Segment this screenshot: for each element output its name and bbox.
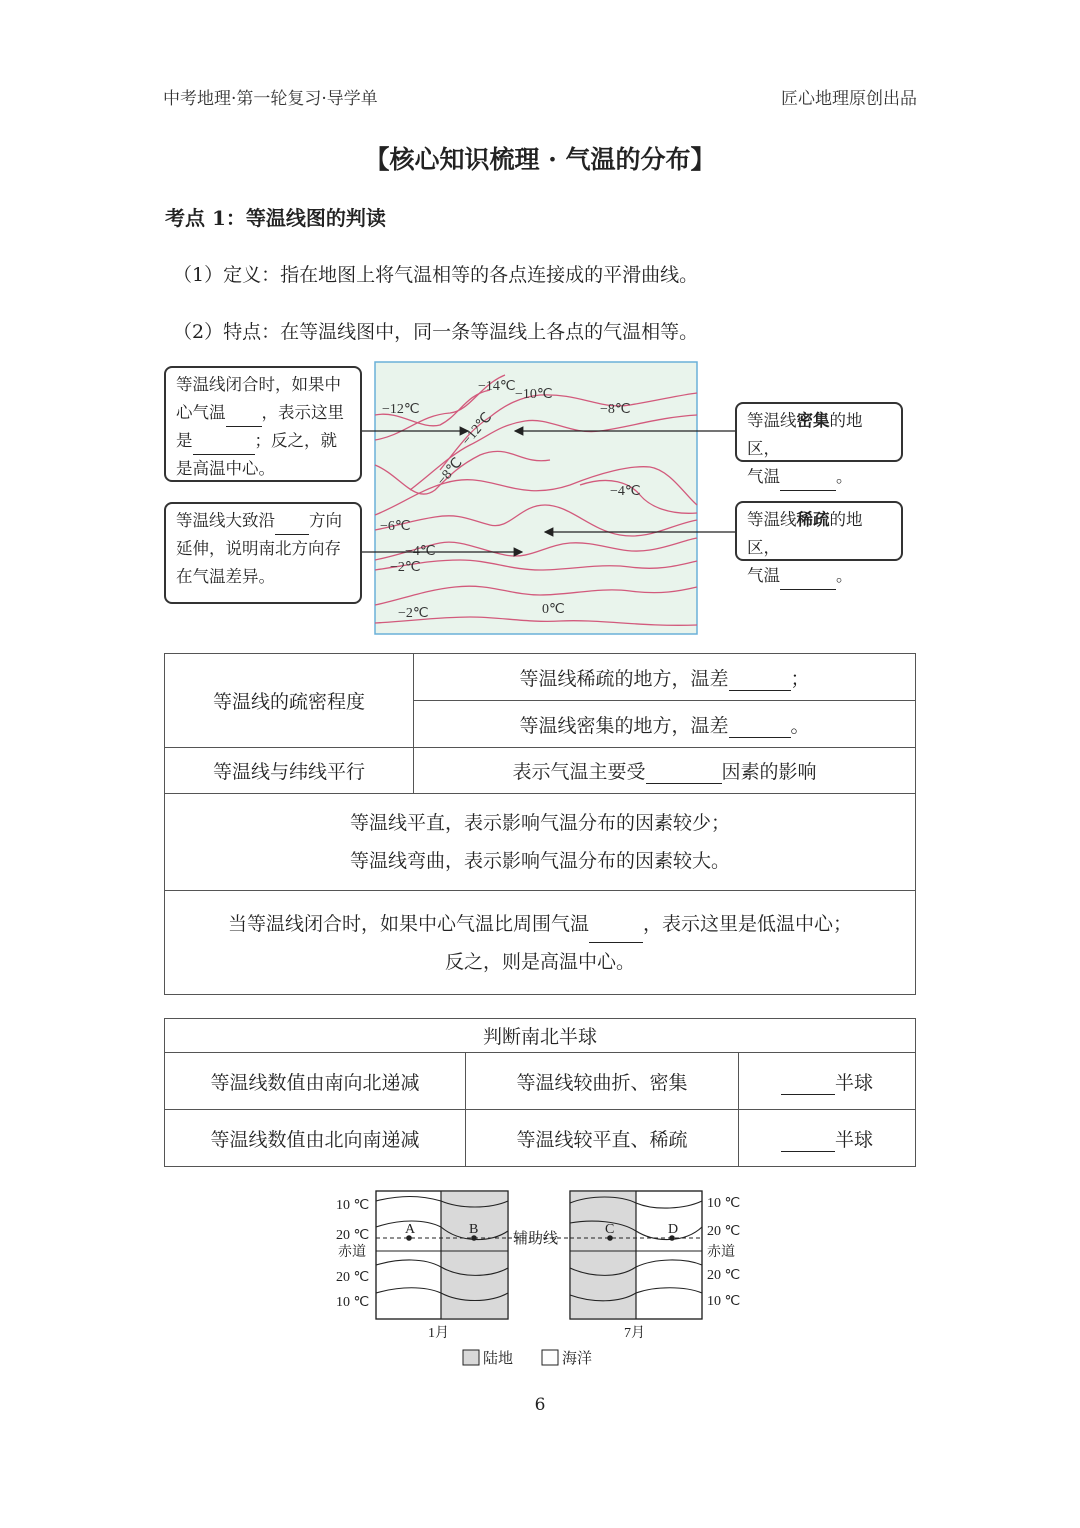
- aux-line-label: 辅助线: [513, 1231, 559, 1247]
- table-cell: 等温线数值由南向北递减: [165, 1053, 466, 1110]
- point-label: C: [605, 1222, 615, 1237]
- hemisphere-table: [164, 1018, 916, 1167]
- map-label: −14℃: [478, 379, 516, 394]
- legend-land: 陆地: [483, 1349, 514, 1367]
- callout-dense: 等温线密集的地区， 气温 。: [735, 402, 903, 462]
- page-title: 【核心知识梳理 · 气温的分布】: [364, 145, 716, 174]
- table-header: 判断南北半球: [165, 1019, 916, 1053]
- table-cell: 等温线的疏密程度: [165, 654, 414, 748]
- diagram-label: 20 ℃: [336, 1228, 370, 1243]
- callout-closed-isotherm: 等温线闭合时，如果中 心气温 ，表示这里 是 ；反之，就 是高温中心。: [164, 366, 362, 482]
- table-cell: 等温线较曲折、密集: [466, 1053, 739, 1110]
- diagram-label: 赤道: [707, 1245, 735, 1260]
- point-label: D: [668, 1222, 679, 1237]
- isotherm-rules-table: [164, 653, 916, 995]
- map-label: −4℃: [610, 484, 641, 499]
- table-cell: 等温线较平直、稀疏: [466, 1110, 739, 1167]
- table-cell: 等温线平直，表示影响气温分布的因素较少； 等温线弯曲，表示影响气温分布的因素较大。: [165, 794, 916, 891]
- hemisphere-diagram: [330, 1183, 750, 1373]
- table-cell: 等温线稀疏的地方，温差 ；: [414, 654, 916, 701]
- point-label: A: [405, 1222, 416, 1237]
- point-label: B: [469, 1222, 479, 1237]
- month-label: 1月: [428, 1326, 449, 1341]
- map-label: −6℃: [380, 519, 411, 534]
- table-cell: 等温线数值由北向南递减: [165, 1110, 466, 1167]
- header-right: 匠心地理原创出品: [781, 89, 917, 109]
- map-label: −4℃: [405, 544, 436, 559]
- map-label: −10℃: [515, 387, 553, 402]
- diagram-label: 20 ℃: [707, 1268, 741, 1283]
- table-cell: 表示气温主要受 因素的影响: [414, 748, 916, 794]
- map-label: −8℃: [600, 402, 631, 417]
- section-heading: 考点 1：等温线图的判读: [165, 206, 386, 230]
- diagram-label: 20 ℃: [707, 1224, 741, 1239]
- diagram-label: 10 ℃: [707, 1196, 741, 1211]
- table-cell: 半球: [739, 1110, 916, 1167]
- diagram-label: 10 ℃: [336, 1295, 370, 1310]
- diagram-label: 10 ℃: [336, 1198, 370, 1213]
- diagram-label: 10 ℃: [707, 1294, 741, 1309]
- definition-text: （1）定义：指在地图上将气温相等的各点连接成的平滑曲线。: [173, 264, 699, 286]
- map-label: −2℃: [390, 560, 421, 575]
- callout-sparse: 等温线稀疏的地区， 气温 。: [735, 501, 903, 561]
- diagram-label: 赤道: [338, 1245, 366, 1260]
- table-cell: 当等温线闭合时，如果中心气温比周围气温 ，表示这里是低温中心； 反之，则是高温中心。: [165, 891, 916, 995]
- legend-sea: 海洋: [562, 1349, 593, 1367]
- map-label: −12℃: [382, 402, 420, 417]
- diagram-label: 20 ℃: [336, 1270, 370, 1285]
- feature-text: （2）特点：在等温线图中，同一条等温线上各点的气温相等。: [173, 321, 699, 343]
- month-label: 7月: [624, 1326, 645, 1341]
- map-label: −8℃: [434, 455, 466, 489]
- map-label: 0℃: [542, 602, 565, 617]
- table-cell: 等温线与纬线平行: [165, 748, 414, 794]
- table-cell: 半球: [739, 1053, 916, 1110]
- map-label: −2℃: [398, 606, 429, 621]
- callout-direction: 等温线大致沿 方向 延伸，说明南北方向存 在气温差异。: [164, 502, 362, 604]
- table-cell: 等温线密集的地方，温差 。: [414, 701, 916, 748]
- header-left: 中考地理·第一轮复习·导学单: [163, 89, 378, 109]
- page-number: 6: [534, 1395, 546, 1415]
- map-label: −12℃: [459, 410, 496, 449]
